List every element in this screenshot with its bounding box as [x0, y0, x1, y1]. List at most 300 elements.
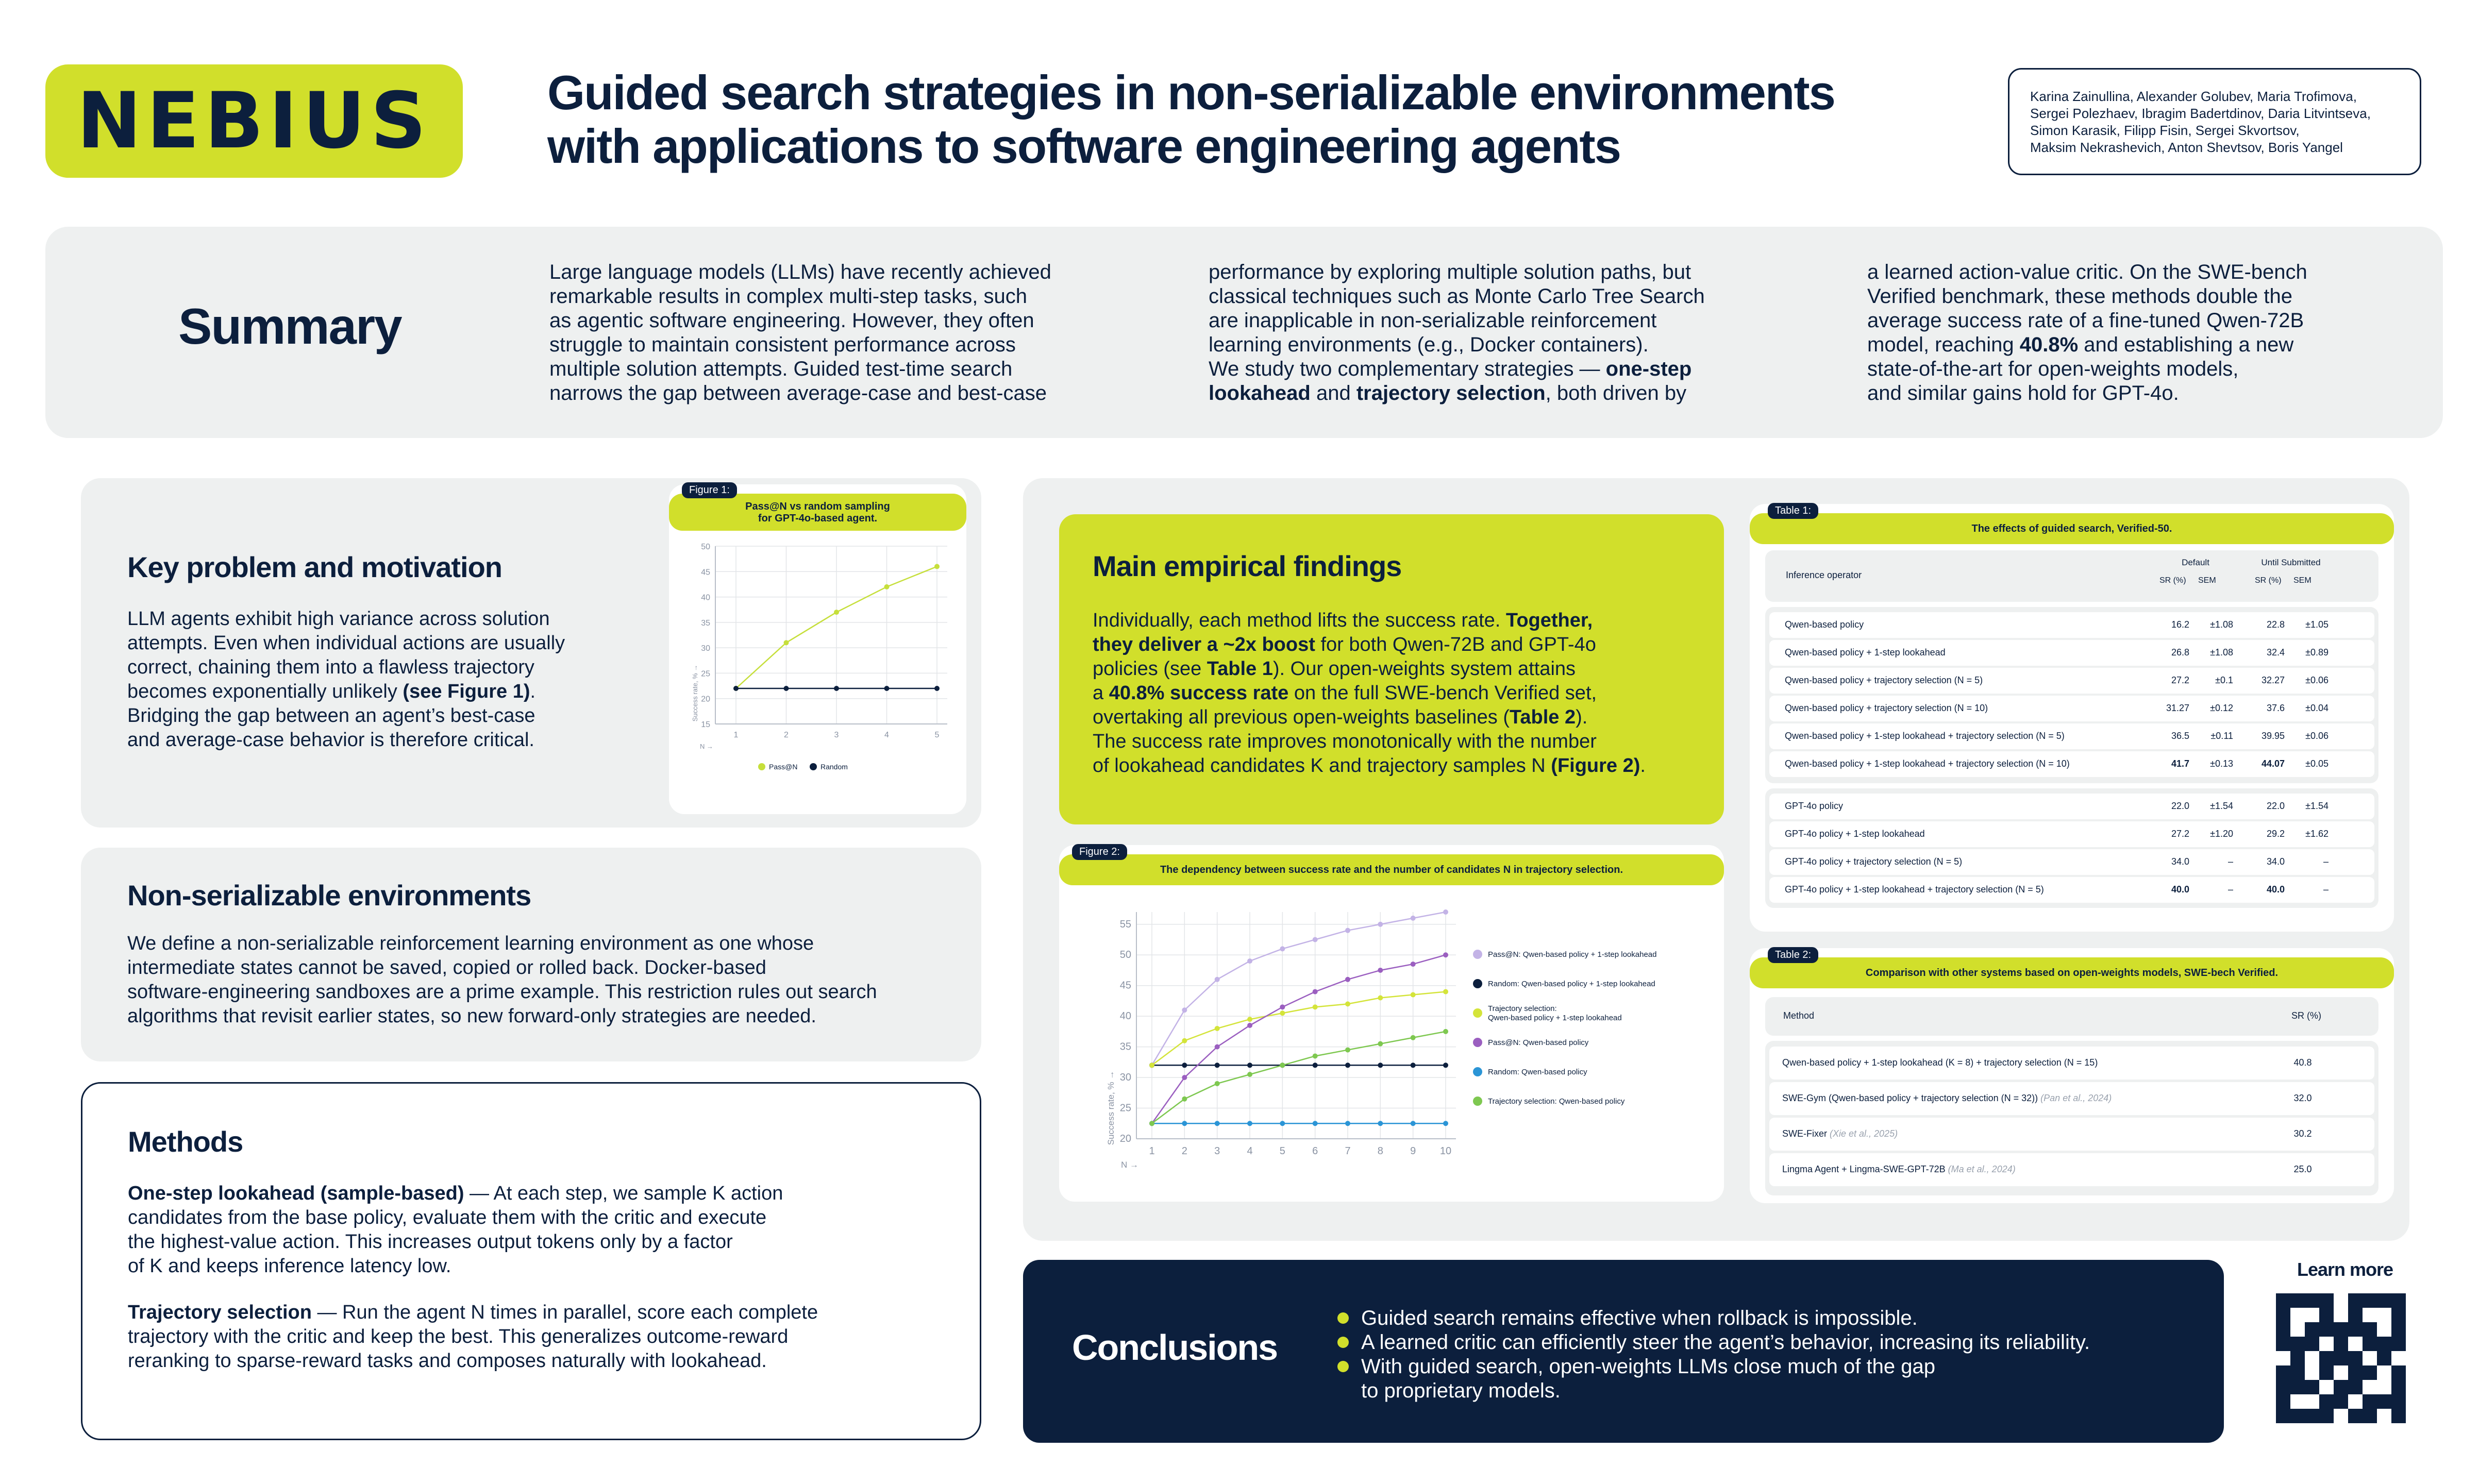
- data-point: [1182, 1075, 1187, 1080]
- text-line: [1093, 609, 1646, 633]
- table-cell-method: SWE-Fixer (Xie et al., 2025): [1782, 1128, 1898, 1139]
- qr-module: [2334, 1322, 2348, 1337]
- table2-header: [1765, 997, 2378, 1036]
- table-cell-op: Qwen-based policy + 1-step lookahead + trajectory selection (N = 5): [1785, 731, 2065, 741]
- data-point: [1443, 909, 1448, 915]
- qr-module: [2305, 1394, 2319, 1409]
- table2-tag: Table 2:: [1768, 947, 1818, 963]
- summary-column-3: [1867, 260, 2424, 406]
- logo-text: NEBIUS: [77, 76, 431, 166]
- data-point: [1247, 1017, 1252, 1022]
- author-line: Simon Karasik, Filipp Fisin, Sergei Skvortsov,: [2030, 123, 2300, 138]
- data-point: [1215, 1121, 1220, 1126]
- y-tick-label: 35: [701, 618, 710, 628]
- data-point: [1215, 977, 1220, 982]
- x-tick-label: 9: [1410, 1145, 1416, 1157]
- qr-module: [2377, 1293, 2391, 1308]
- text: ). Our open-weights system attains: [1272, 658, 1576, 680]
- qr-module: [2290, 1409, 2305, 1423]
- text: becomes exponentially unlikely: [127, 681, 403, 702]
- qr-module: [2290, 1394, 2305, 1409]
- summary-text: We study two complementary strategies —: [1209, 358, 1606, 380]
- qr-module: [2290, 1293, 2305, 1308]
- qr-module: [2319, 1322, 2334, 1337]
- method-name: Trajectory selection: [128, 1302, 312, 1323]
- qr-module: [2334, 1293, 2348, 1308]
- text-line: LLM agents exhibit high variance across solution: [127, 608, 550, 630]
- summary-line: Large language models (LLMs) have recently achieved: [549, 261, 1051, 283]
- qr-module: [2334, 1380, 2348, 1394]
- data-point: [1378, 922, 1383, 927]
- text-line: We define a non-serializable reinforcement learning environment as one whose: [127, 933, 814, 954]
- x-tick-label: 4: [1247, 1145, 1253, 1157]
- qr-module: [2391, 1351, 2406, 1365]
- data-point: [1280, 1010, 1285, 1016]
- text: .: [1640, 755, 1646, 777]
- text-bold: (Figure 2): [1551, 755, 1640, 777]
- data-point: [1443, 1063, 1448, 1068]
- qr-module: [2348, 1337, 2363, 1351]
- table2-col-method: Method: [1783, 1010, 1815, 1021]
- conclusions-heading: Conclusions: [1072, 1327, 1278, 1368]
- table-cell-sr1: 27.2: [2171, 829, 2189, 839]
- qr-module: [2319, 1380, 2334, 1394]
- table-cell-sr2: 37.6: [2266, 703, 2285, 713]
- y-tick-label: 50: [701, 543, 710, 551]
- table-cell-sr2: 39.95: [2261, 731, 2285, 741]
- y-tick-label: 35: [1119, 1041, 1131, 1053]
- data-point: [1378, 1041, 1383, 1047]
- methods-heading: Methods: [128, 1125, 243, 1158]
- data-point: [1182, 1063, 1187, 1068]
- table-row: [1769, 794, 2374, 819]
- y-tick-label: 45: [701, 568, 710, 577]
- table-cell-op: GPT-4o policy: [1785, 801, 1844, 811]
- data-point: [1247, 1023, 1252, 1028]
- table-cell-sr2: 44.07: [2261, 758, 2285, 769]
- x-tick-label: 4: [884, 731, 889, 739]
- table-row: [1769, 1082, 2374, 1115]
- text: a: [1093, 682, 1109, 704]
- qr-module: [2348, 1409, 2363, 1423]
- table-cell-sr2: 22.8: [2266, 619, 2285, 630]
- figure-ref: (see Figure 1): [403, 681, 530, 702]
- qr-module: [2276, 1322, 2290, 1337]
- data-point: [1149, 1063, 1154, 1068]
- figure2-chart: [1059, 891, 1724, 1201]
- table-row: [1769, 696, 2374, 721]
- y-tick-label: 15: [701, 720, 710, 729]
- summary-line: a learned action-value critic. On the SWE-bench: [1867, 261, 2307, 283]
- table-cell-sem1: ±0.1: [2215, 675, 2233, 685]
- data-point: [834, 610, 839, 615]
- table1-qwen-group: [1765, 607, 2378, 783]
- data-point: [1313, 937, 1318, 942]
- y-tick-label: 25: [701, 669, 710, 679]
- qr-module: [2305, 1365, 2319, 1380]
- text-line: [128, 1182, 818, 1206]
- table-row: [1769, 640, 2374, 666]
- y-tick-label: 40: [1119, 1010, 1131, 1022]
- figure1-caption: for GPT-4o-based agent.: [758, 513, 878, 524]
- qr-module: [2290, 1351, 2305, 1365]
- x-tick-label: 5: [1279, 1145, 1285, 1157]
- summary-line: state-of-the-art for open-weights models,: [1867, 358, 2239, 380]
- qr-module: [2391, 1365, 2406, 1380]
- data-point: [1182, 1121, 1187, 1126]
- legend-marker: [1473, 1097, 1482, 1106]
- table-cell-sr1: 34.0: [2171, 856, 2189, 867]
- table-cell-op: Qwen-based policy + 1-step lookahead: [1785, 647, 1946, 657]
- bullet-icon: [1337, 1337, 1349, 1348]
- table-cell-sem1: ±0.12: [2210, 703, 2233, 713]
- data-point: [1313, 1063, 1318, 1068]
- text-line: the highest-value action. This increases output tokens only by a factor: [128, 1231, 733, 1253]
- table-row: [1769, 751, 2374, 777]
- table-cell-sr2: 34.0: [2266, 856, 2285, 867]
- y-tick-label: 30: [701, 644, 710, 653]
- qr-module: [2391, 1380, 2406, 1394]
- qr-module: [2276, 1337, 2290, 1351]
- data-point: [1378, 1121, 1383, 1126]
- table-cell-sr: 25.0: [2293, 1164, 2312, 1174]
- qr-module: [2305, 1322, 2319, 1337]
- qr-module: [2363, 1337, 2377, 1351]
- data-point: [884, 584, 890, 589]
- table-cell-sem1: –: [2227, 856, 2233, 867]
- summary-line: [1209, 381, 1801, 406]
- data-point: [1345, 928, 1350, 933]
- table-cell-sem2: ±1.62: [2305, 829, 2329, 839]
- conclusions-panel: [1023, 1260, 2224, 1443]
- qr-module: [2290, 1365, 2305, 1380]
- table-cell-sr1: 41.7: [2171, 758, 2189, 769]
- qr-module: [2276, 1394, 2290, 1409]
- table-cell-sem1: ±0.11: [2210, 731, 2233, 741]
- data-point: [1149, 1121, 1154, 1126]
- methods-panel: [81, 1082, 981, 1440]
- table1-caption: The effects of guided search, Verified-50.: [1750, 513, 2394, 544]
- summary-bold: 40.8%: [2019, 333, 2079, 356]
- summary-line: average success rate of a fine-tuned Qwen-72B: [1867, 309, 2304, 332]
- text-bold: they deliver a ~2x boost: [1093, 634, 1315, 655]
- table-cell-sem2: ±0.05: [2305, 758, 2329, 769]
- table-cell-sem2: ±0.06: [2305, 731, 2329, 741]
- table-cell-op: Qwen-based policy + 1-step lookahead + trajectory selection (N = 10): [1785, 758, 2070, 769]
- conclusion-text: Guided search remains effective when rollback is impossible.: [1361, 1307, 1918, 1329]
- table2-card: [1750, 948, 2394, 1203]
- data-point: [1345, 1063, 1350, 1068]
- findings-text: [1093, 609, 1646, 778]
- key-problem-text: [127, 607, 674, 752]
- y-tick-label: 40: [701, 593, 710, 602]
- table-cell-sr1: 26.8: [2171, 647, 2189, 657]
- table-cell-sr1: 27.2: [2171, 675, 2189, 685]
- figure2-card: [1059, 845, 1724, 1202]
- summary-bold: one-step: [1605, 358, 1692, 380]
- qr-module: [2391, 1394, 2406, 1409]
- qr-module: [2319, 1337, 2334, 1351]
- summary-line: are inapplicable in non-serializable reinforcement: [1209, 309, 1657, 332]
- qr-module: [2377, 1322, 2391, 1337]
- table-cell-sem1: ±1.20: [2210, 829, 2233, 839]
- x-tick-label: 6: [1312, 1145, 1318, 1157]
- figure1-card: [669, 484, 966, 814]
- legend-label: Pass@N: [769, 763, 798, 771]
- table-cell-sr: 40.8: [2293, 1057, 2312, 1068]
- qr-module: [2305, 1380, 2319, 1394]
- data-point: [1247, 1121, 1252, 1126]
- table-cell-sem1: –: [2227, 884, 2233, 895]
- qr-code[interactable]: [2276, 1293, 2406, 1423]
- qr-module: [2290, 1308, 2305, 1322]
- summary-line: performance by exploring multiple solution paths, but: [1209, 261, 1691, 283]
- summary-line: multiple solution attempts. Guided test-time search: [549, 358, 1013, 380]
- findings-card: [1059, 514, 1724, 824]
- summary-text: and: [1310, 382, 1356, 404]
- table-cell-op: Qwen-based policy: [1785, 619, 1864, 630]
- authors-box: [2008, 68, 2421, 175]
- table2-col-sr: SR (%): [2291, 1010, 2321, 1021]
- text-line: [1093, 681, 1646, 705]
- data-point: [1411, 992, 1416, 998]
- table-cell-method: SWE-Gym (Qwen-based policy + trajectory selection (N = 32)) (Pan et al., 2024): [1782, 1093, 2112, 1103]
- table-row: [1769, 612, 2374, 638]
- text-bold: Table 1: [1207, 658, 1273, 680]
- qr-module: [2276, 1293, 2290, 1308]
- table-cell-sr: 30.2: [2293, 1128, 2312, 1139]
- conclusion-item: [1337, 1330, 2090, 1355]
- legend-label: Random: Qwen-based policy + 1-step lookahead: [1488, 980, 1655, 988]
- conclusion-text: With guided search, open-weights LLMs close much of the gap: [1361, 1355, 1935, 1378]
- table-cell-citation: (Ma et al., 2024): [1948, 1164, 2016, 1174]
- data-point: [1247, 1063, 1252, 1068]
- bullet-icon: [1337, 1361, 1349, 1372]
- qr-module: [2363, 1409, 2377, 1423]
- x-tick-label: 3: [1214, 1145, 1220, 1157]
- summary-line: [1209, 357, 1801, 381]
- qr-module: [2391, 1293, 2406, 1308]
- table1-group-until: Until Submitted: [2261, 558, 2321, 567]
- x-tick-label: 3: [834, 731, 839, 739]
- qr-module: [2377, 1365, 2391, 1380]
- table-cell-method: Lingma Agent + Lingma-SWE-GPT-72B (Ma et al., 2024): [1782, 1164, 2016, 1174]
- y-tick-label: 55: [1119, 918, 1131, 930]
- qr-module: [2348, 1351, 2363, 1365]
- summary-line: and similar gains hold for GPT-4o.: [1867, 382, 2179, 404]
- table2-caption: Comparison with other systems based on open-weights models, SWE-bech Verified.: [1750, 957, 2394, 988]
- qr-module: [2363, 1322, 2377, 1337]
- qr-module: [2377, 1394, 2391, 1409]
- table-cell-sr2: 40.0: [2266, 884, 2285, 895]
- table1-header: [1765, 550, 2378, 602]
- data-point: [1313, 1121, 1318, 1126]
- qr-module: [2276, 1308, 2290, 1322]
- summary-bold: trajectory selection: [1356, 382, 1546, 404]
- table2-body: [1765, 1041, 2378, 1195]
- data-point: [1280, 946, 1285, 951]
- text: policies (see: [1093, 658, 1207, 680]
- summary-line: remarkable results in complex multi-step tasks, such: [549, 285, 1027, 308]
- data-point: [784, 686, 789, 691]
- poster-title: [547, 66, 1939, 173]
- conclusion-text: to proprietary models.: [1361, 1379, 1561, 1402]
- qr-module: [2290, 1337, 2305, 1351]
- table-row: [1769, 1047, 2374, 1080]
- table-cell-sem2: ±0.04: [2305, 703, 2329, 713]
- table-row: [1769, 668, 2374, 694]
- table-cell-sr2: 32.4: [2266, 647, 2285, 657]
- qr-module: [2276, 1365, 2290, 1380]
- qr-module: [2319, 1365, 2334, 1380]
- x-tick-label: 1: [733, 731, 739, 739]
- table-cell-sem1: ±1.54: [2210, 801, 2233, 811]
- table-cell-sem1: ±1.08: [2210, 619, 2233, 630]
- y-tick-label: 30: [1119, 1072, 1131, 1084]
- table-cell-op: Qwen-based policy + trajectory selection (N = 5): [1785, 675, 1983, 685]
- table-cell-sem1: ±1.08: [2210, 647, 2233, 657]
- qr-module: [2319, 1308, 2334, 1322]
- table-cell-sem2: ±0.89: [2305, 647, 2329, 657]
- qr-module: [2348, 1308, 2363, 1322]
- text-line: [127, 680, 674, 704]
- qr-module: [2377, 1409, 2391, 1423]
- data-point: [1182, 1038, 1187, 1043]
- figure1-caption-bar: [669, 494, 966, 531]
- data-point: [1215, 1026, 1220, 1031]
- data-point: [1182, 1007, 1187, 1013]
- y-axis-label: Success rate, % →: [1106, 1070, 1116, 1145]
- text: — Run the agent N times in parallel, score each complete: [311, 1302, 818, 1323]
- data-point: [1313, 989, 1318, 994]
- table-cell-sr2: 22.0: [2266, 801, 2285, 811]
- summary-line: as agentic software engineering. However, they often: [549, 309, 1034, 332]
- table-cell-citation: (Pan et al., 2024): [2040, 1093, 2112, 1103]
- summary-column-1: [549, 260, 1116, 406]
- nonserializable-heading: Non-serializable environments: [127, 879, 531, 912]
- summary-line: struggle to maintain consistent performance across: [549, 333, 1016, 356]
- qr-module: [2319, 1351, 2334, 1365]
- legend-marker: [1473, 1067, 1482, 1076]
- legend-marker: [1473, 1008, 1482, 1018]
- summary-column-2: [1209, 260, 1801, 406]
- y-tick-label: 20: [1119, 1133, 1131, 1144]
- figure2-caption: The dependency between success rate and the number of candidates N in trajectory selection.: [1059, 854, 1724, 885]
- data-point: [1345, 1001, 1350, 1006]
- text-bold: Together,: [1505, 610, 1593, 631]
- x-tick-label: 7: [1345, 1145, 1351, 1157]
- data-point: [1247, 958, 1252, 964]
- table-cell-method: Qwen-based policy + 1-step lookahead (K = 8) + trajectory selection (N = 15): [1782, 1057, 2098, 1068]
- data-point: [1411, 916, 1416, 921]
- data-point: [1443, 1029, 1448, 1034]
- data-point: [1378, 995, 1383, 1000]
- data-point: [834, 686, 839, 691]
- method-lookahead: [128, 1182, 818, 1278]
- data-point: [1345, 1121, 1350, 1126]
- qr-module: [2348, 1394, 2363, 1409]
- table-cell-sem2: ±1.54: [2305, 801, 2329, 811]
- learn-more-label: Learn more: [2297, 1259, 2393, 1280]
- data-point: [1378, 968, 1383, 973]
- table-cell-sr: 32.0: [2293, 1093, 2312, 1103]
- qr-module: [2377, 1337, 2391, 1351]
- summary-line: narrows the gap between average-case and best-case: [549, 382, 1047, 404]
- data-point: [1280, 1004, 1285, 1009]
- table1-col-operator: Inference operator: [1786, 570, 1862, 580]
- legend-marker: [1473, 979, 1482, 988]
- text: for both Qwen-72B and GPT-4o: [1315, 634, 1596, 655]
- table-cell-sem2: ±0.06: [2305, 675, 2329, 685]
- legend-label: Pass@N: Qwen-based policy: [1488, 1038, 1589, 1047]
- text-line: Bridging the gap between an agent’s best-case: [127, 705, 535, 727]
- summary-text: and establishing a new: [2078, 333, 2294, 356]
- table-cell-sr2: 32.27: [2261, 675, 2285, 685]
- findings-heading: Main empirical findings: [1093, 550, 1402, 582]
- qr-module: [2363, 1380, 2377, 1394]
- figure1-tag: Figure 1:: [682, 482, 737, 498]
- text: .: [530, 681, 536, 702]
- legend-marker: [758, 763, 765, 770]
- table-row: [1769, 877, 2374, 903]
- legend-marker: [1473, 950, 1482, 959]
- legend-marker: [1473, 1038, 1482, 1047]
- x-tick-label: 1: [1149, 1145, 1155, 1157]
- qr-module: [2319, 1409, 2334, 1423]
- text-line: [128, 1301, 818, 1325]
- text-line: correct, chaining them into a flawless trajectory: [127, 656, 534, 678]
- y-tick-label: 25: [1119, 1102, 1131, 1114]
- qr-module: [2363, 1351, 2377, 1365]
- data-point: [784, 640, 789, 645]
- conclusion-text: A learned critic can efficiently steer the agent’s behavior, increasing its reliability.: [1361, 1331, 2090, 1354]
- qr-module: [2334, 1351, 2348, 1365]
- data-point: [1247, 1072, 1252, 1077]
- legend-label: Trajectory selection:: [1488, 1004, 1557, 1013]
- text-bold: Table 2: [1510, 706, 1576, 728]
- legend-label: Qwen-based policy + 1-step lookahead: [1488, 1014, 1622, 1022]
- data-point: [1313, 1053, 1318, 1058]
- legend-label: Random: [820, 763, 848, 771]
- x-tick-label: 10: [1439, 1145, 1452, 1157]
- table-row: [1769, 821, 2374, 847]
- table-cell-sr1: 40.0: [2171, 884, 2189, 895]
- table1-col-sem: SEM: [2293, 576, 2311, 585]
- text: Individually, each method lifts the success rate.: [1093, 610, 1506, 631]
- qr-module: [2391, 1322, 2406, 1337]
- data-point: [1378, 1063, 1383, 1068]
- figure1-caption: Pass@N vs random sampling: [745, 501, 890, 512]
- qr-module: [2348, 1322, 2363, 1337]
- table1-col-sr: SR (%): [2159, 576, 2186, 585]
- x-tick-label: 2: [784, 731, 789, 739]
- table-cell-citation: (Xie et al., 2025): [1830, 1128, 1898, 1139]
- text: on the full SWE-bench Verified set,: [1288, 682, 1597, 704]
- summary-text: , both driven by: [1545, 382, 1687, 404]
- table1-col-sr: SR (%): [2255, 576, 2282, 585]
- qr-module: [2391, 1337, 2406, 1351]
- table-cell-sem2: –: [2323, 884, 2329, 895]
- data-point: [1215, 1044, 1220, 1050]
- x-axis-label: N →: [700, 743, 713, 750]
- qr-module: [2334, 1365, 2348, 1380]
- nebius-logo: [45, 64, 463, 178]
- table-cell-sr1: 31.27: [2166, 703, 2189, 713]
- qr-module: [2363, 1293, 2377, 1308]
- data-point: [1313, 1004, 1318, 1009]
- nonserializable-panel: [81, 848, 981, 1061]
- y-tick-label: 45: [1119, 980, 1131, 991]
